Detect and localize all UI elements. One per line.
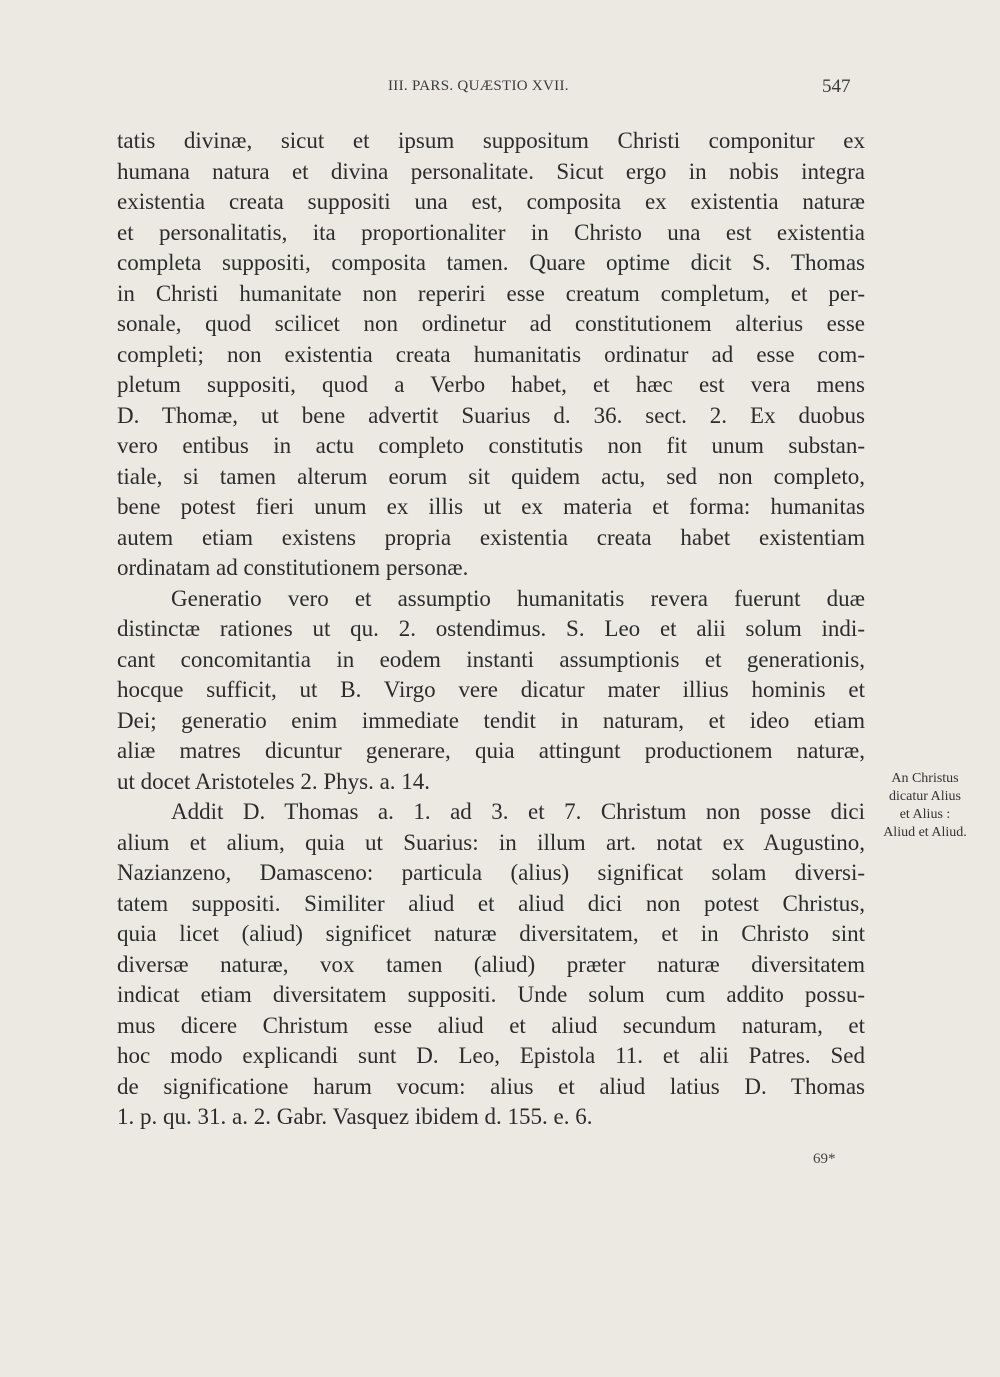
text-line: tiale, si tamen alterum eorum sit quidem actu, sed non completo, bbox=[117, 463, 865, 489]
text-line: autem etiam existens propria existentia creata habet existentiam bbox=[117, 524, 865, 550]
margin-note-line: An Christus bbox=[891, 771, 959, 786]
text-line: completi; non existentia creata humanitatis ordinatur ad esse com- bbox=[117, 341, 865, 367]
text-line: ordinatam ad constitutionem personæ. bbox=[117, 555, 469, 580]
paragraph-1 bbox=[117, 126, 865, 584]
text-line: et personalitatis, ita proportionaliter in Christo una est existentia bbox=[117, 219, 865, 245]
text-line: aliæ matres dicuntur generare, quia attingunt productionem naturæ, bbox=[117, 738, 865, 763]
paragraph-3 bbox=[117, 797, 865, 1133]
signature-mark: 69* bbox=[813, 1151, 836, 1167]
text-line: in Christi humanitate non reperiri esse creatum completum, et per- bbox=[117, 280, 865, 306]
text-line: quia licet (aliud) significet naturæ diversitatem, et in Christo sint bbox=[117, 921, 865, 946]
text-line: 1. p. qu. 31. a. 2. Gabr. Vasquez ibidem d. 155. e. 6. bbox=[117, 1104, 593, 1129]
text-line: de significatione harum vocum: alius et aliud latius D. Thomas bbox=[117, 1073, 865, 1099]
body-text bbox=[117, 126, 865, 1133]
text-line: Nazianzeno, Damasceno: particula (alius) significat solam diversi- bbox=[117, 860, 865, 885]
text-line: humana natura et divina personalitate. Sicut ergo in nobis integra bbox=[117, 158, 865, 184]
page-number: 547 bbox=[822, 76, 851, 97]
text-line: Addit D. Thomas a. 1. ad 3. et 7. Christum non posse dici bbox=[171, 799, 865, 824]
text-line: vero entibus in actu completo constitutis non fit unum substan- bbox=[117, 433, 865, 458]
text-line: mus dicere Christum esse aliud et aliud secundum naturam, et bbox=[117, 1012, 865, 1038]
margin-note-line: et Alius : bbox=[899, 807, 951, 822]
text-line: D. Thomæ, ut bene advertit Suarius d. 36. sect. 2. Ex duobus bbox=[117, 402, 865, 428]
text-line: tatis divinæ, sicut et ipsum suppositum Christi componitur ex bbox=[117, 128, 865, 153]
paragraph-2 bbox=[117, 584, 865, 798]
text-line: existentia creata suppositi una est, composita ex existentia naturæ bbox=[117, 189, 865, 214]
text-line: diversæ naturæ, vox tamen (aliud) præter naturæ diversitatem bbox=[117, 951, 865, 977]
text-line: hoc modo explicandi sunt D. Leo, Epistola 11. et alii Patres. Sed bbox=[117, 1043, 865, 1068]
running-head: III. PARS. QUÆSTIO XVII. bbox=[388, 78, 569, 94]
margin-note bbox=[866, 770, 984, 842]
margin-note-line: Aliud et Aliud. bbox=[883, 825, 967, 840]
text-line: distinctæ rationes ut qu. 2. ostendimus. S. Leo et alii solum indi- bbox=[117, 616, 865, 641]
text-line: completa suppositi, composita tamen. Quare optime dicit S. Thomas bbox=[117, 250, 865, 275]
margin-note-line: dicatur Alius bbox=[889, 789, 961, 804]
text-line: sonale, quod scilicet non ordinetur ad constitutionem alterius esse bbox=[117, 311, 865, 336]
text-line: pletum suppositi, quod a Verbo habet, et hæc est vera mens bbox=[117, 372, 865, 397]
text-line: cant concomitantia in eodem instanti assumptionis et generationis, bbox=[117, 646, 865, 672]
text-line: bene potest fieri unum ex illis ut ex materia et forma: humanitas bbox=[117, 494, 865, 519]
text-line: Generatio vero et assumptio humanitatis revera fuerunt duæ bbox=[171, 585, 865, 611]
text-line: alium et alium, quia ut Suarius: in illum art. notat ex Augustino, bbox=[117, 829, 865, 855]
text-line: indicat etiam diversitatem suppositi. Unde solum cum addito possu- bbox=[117, 982, 865, 1007]
text-line: ut docet Aristoteles 2. Phys. a. 14. bbox=[117, 768, 431, 794]
text-line: hocque sufficit, ut B. Virgo vere dicatur mater illius hominis et bbox=[117, 677, 865, 702]
text-line: Dei; generatio enim immediate tendit in naturam, et ideo etiam bbox=[117, 707, 865, 733]
text-line: tatem suppositi. Similiter aliud et aliud dici non potest Christus, bbox=[117, 890, 865, 916]
